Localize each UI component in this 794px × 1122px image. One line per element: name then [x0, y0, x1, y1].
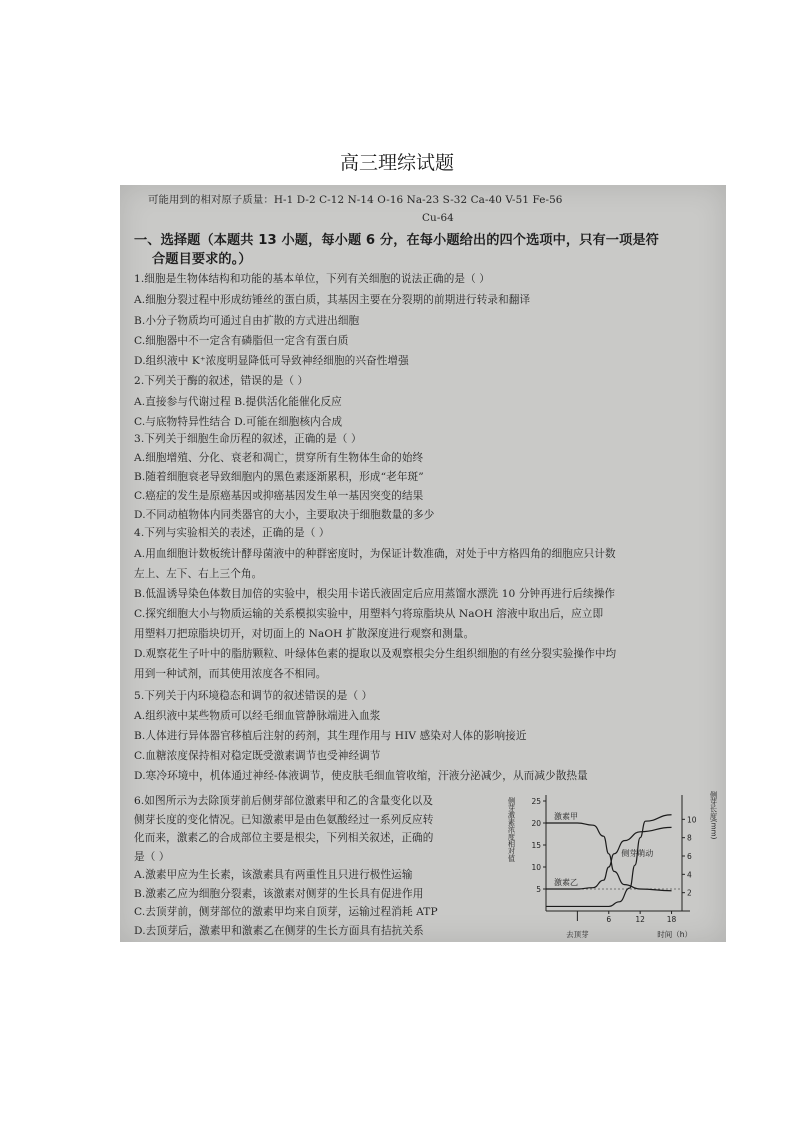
- hormone-chart: [504, 783, 724, 942]
- question-1-option-d: D.组织液中 K⁺浓度明显降低可导致神经细胞的兴奋性增强: [134, 355, 409, 367]
- question-6-option-b: B.激素乙应为细胞分裂素，该激素对侧芽的生长具有促进作用: [134, 887, 424, 900]
- y-axis-label-left: 侧芽激素浓度相对值: [507, 797, 517, 862]
- atomic-masses-line-cont: Cu-64: [422, 212, 454, 224]
- question-1-option-b: B.小分子物质均可通过自由扩散的方式进出细胞: [134, 315, 360, 327]
- section-heading: 一、选择题（本题共 13 小题，每小题 6 分，在每小题给出的四个选项中，只有一项是符: [134, 233, 659, 248]
- y-tick-label-right: 6: [687, 852, 692, 861]
- x-annotation-label: 去顶芽: [566, 930, 589, 939]
- x-axis-label: 时间（h）: [657, 930, 692, 939]
- question-2-stem: 2.下列关于酶的叙述，错误的是（ ）: [134, 375, 309, 387]
- y-tick-label-left: 10: [531, 863, 541, 872]
- atomic-masses-line: 可能用到的相对原子质量：H-1 D-2 C-12 N-14 O-16 Na-23 S-32 Ca-40 V-51 Fe-56: [148, 194, 563, 206]
- y-tick-label-left: 25: [531, 797, 541, 806]
- question-5-option-c: C.血糖浓度保持相对稳定既受激素调节也受神经调节: [134, 750, 381, 762]
- y-tick-label-right: 2: [687, 888, 692, 898]
- question-3-stem: 3.下列关于细胞生命历程的叙述，正确的是（ ）: [134, 433, 362, 445]
- x-tick-label: 6: [606, 915, 612, 924]
- question-1-option-a: A.细胞分裂过程中形成纺锤丝的蛋白质，其基因主要在分裂期的前期进行转录和翻译: [134, 294, 531, 306]
- y-tick-label-right: 10: [687, 815, 697, 825]
- series-line-3: [546, 815, 672, 907]
- page-title: 高三理综试题: [339, 152, 454, 174]
- y-tick-label-right: 4: [687, 870, 692, 880]
- question-6-option-a: A.激素甲应为生长素，该激素具有两重性且只进行极性运输: [134, 869, 413, 881]
- question-6-stem: 6.如图所示为去除顶芽前后侧芽部位激素甲和乙的含量变化以及: [134, 795, 434, 807]
- question-1-stem: 1.细胞是生物体结构和功能的基本单位，下列有关细胞的说法正确的是（ ）: [134, 273, 490, 285]
- section-heading-cont: 合题目要求的。）: [152, 252, 252, 267]
- question-6-option-d: D.去顶芽后，激素甲和激素乙在侧芽的生长方面具有拮抗关系: [134, 924, 424, 937]
- question-3-option-d: D.不同动植物体内同类器官的大小，主要取决于细胞数量的多少: [134, 509, 435, 521]
- question-5-option-b: B.人体进行异体器官移植后注射的药剂，其生理作用与 HIV 感染对人体的影响接近: [134, 730, 527, 742]
- question-3-option-a: A.细胞增殖、分化、衰老和凋亡，贯穿所有生物体生命的始终: [134, 452, 424, 464]
- question-2-options-cd: C.与底物特异性结合 D.可能在细胞核内合成: [134, 416, 343, 428]
- y-tick-label-right: 8: [687, 833, 692, 843]
- question-3-option-c: C.癌症的发生是原癌基因或抑癌基因发生单一基因突变的结果: [134, 490, 424, 502]
- question-5-option-d: D.寒冷环境中，机体通过神经-体液调节，使皮肤毛细血管收缩，汗液分泌减少，从而减少散热量: [134, 770, 588, 782]
- question-4-option-b: B.低温诱导染色体数目加倍的实验中，根尖用卡诺氏液固定后应用蒸馏水漂洗 10 分钟再进行后续操作: [134, 588, 616, 600]
- question-2-options-ab: A.直接参与代谢过程 B.提供活化能催化反应: [134, 396, 342, 408]
- question-4-option-c: C.探究细胞大小与物质运输的关系模拟实验中，用塑料勺将琼脂块从 NaOH 溶液中取出后，应立即: [134, 608, 604, 620]
- question-3-option-b: B.随着细胞衰老导致细胞内的黑色素逐渐累积，形成“老年斑”: [134, 471, 424, 483]
- question-6-stem-cont-3: 是（ ）: [134, 850, 170, 863]
- question-6-stem-cont-2: 化而来，激素乙的合成部位主要是根尖，下列相关叙述，正确的: [134, 832, 434, 844]
- question-4-option-c-cont: 用塑料刀把琼脂块切开，对切面上的 NaOH 扩散深度进行观察和测量。: [134, 628, 475, 640]
- question-4-option-a: A.用血细胞计数板统计酵母菌液中的种群密度时，为保证计数准确，对处于中方格四角的细胞应只计数: [134, 548, 616, 560]
- series-label-bud: 侧芽萌动: [621, 849, 654, 858]
- question-1-option-c: C.细胞器中不一定含有磷脂但一定含有蛋白质: [134, 335, 349, 347]
- question-4-option-d: D.观察花生子叶中的脂肪颗粒、叶绿体色素的提取以及观察根尖分生组织细胞的有丝分裂实验操作中均: [134, 648, 617, 660]
- scanned-exam-page: [120, 185, 726, 942]
- question-6-option-c: C.去顶芽前，侧芽部位的激素甲均来自顶芽，运输过程消耗 ATP: [134, 906, 438, 918]
- question-5-option-a: A.组织液中某些物质可以经毛细血管静脉端进入血浆: [134, 710, 381, 722]
- y-axis-label-right: 侧芽长度(mm): [709, 791, 719, 840]
- series-label-hormone-b: 激素乙: [554, 878, 578, 887]
- y-tick-label-left: 20: [531, 819, 541, 828]
- question-4-stem: 4.下列与实验相关的表述，正确的是（ ）: [134, 527, 330, 539]
- question-6-stem-cont-1: 侧芽长度的变化情况。已知激素甲是由色氨酸经过一系列反应转: [134, 813, 434, 826]
- x-tick-label: 18: [666, 915, 677, 924]
- question-5-stem: 5.下列关于内环境稳态和调节的叙述错误的是（ ）: [134, 690, 373, 702]
- series-label-hormone-a: 激素甲: [554, 812, 578, 821]
- question-4-option-a-cont: 左上、左下、右上三个角。: [134, 568, 263, 580]
- x-tick-label: 12: [635, 915, 645, 924]
- question-4-option-d-cont: 用到一种试剂，而其使用浓度各不相同。: [134, 668, 327, 680]
- y-tick-label-left: 5: [536, 885, 541, 894]
- y-tick-label-left: 15: [531, 841, 541, 850]
